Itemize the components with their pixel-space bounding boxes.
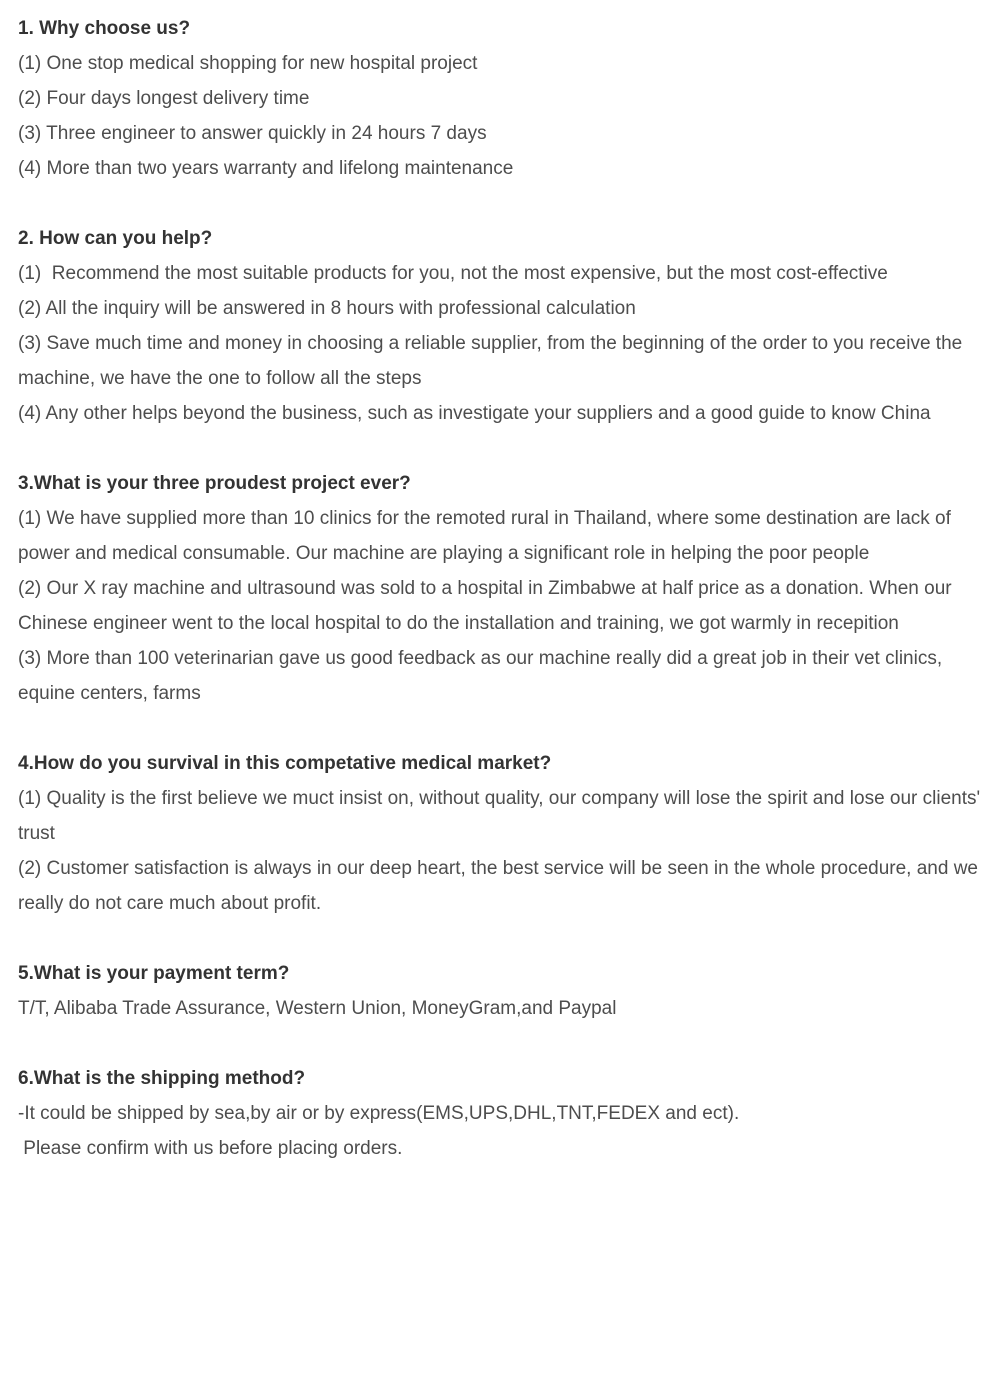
faq-question: 3.What is your three proudest project ever?	[18, 473, 411, 494]
faq-answer: (2) Our X ray machine and ultrasound was sold to a hospital in Zimbabwe at half price as a donation. When our Chinese engineer went to the local hospital to do the installation and training, we got warmly in recepition	[18, 578, 957, 634]
faq-section-survival-in-market	[18, 746, 992, 921]
faq-answer: (2) All the inquiry will be answered in 8 hours with professional calculation	[18, 298, 636, 319]
faq-question: 1. Why choose us?	[18, 18, 191, 39]
faq-answer: (1) One stop medical shopping for new hospital project	[18, 53, 478, 74]
faq-section-proudest-project	[18, 466, 992, 711]
faq-answer: (3) Save much time and money in choosing a reliable supplier, from the beginning of the order to you receive the machine, we have the one to follow all the steps	[18, 333, 968, 389]
faq-answer: (1) Quality is the first believe we muct insist on, without quality, our company will lose the spirit and lose our clients' trust	[18, 788, 986, 844]
faq-answer: (3) More than 100 veterinarian gave us good feedback as our machine really did a great job in their vet clinics, equine centers, farms	[18, 648, 948, 704]
faq-section-why-choose-us	[18, 11, 992, 186]
faq-answer: T/T, Alibaba Trade Assurance, Western Union, MoneyGram,and Paypal	[18, 998, 617, 1019]
faq-section-shipping-method	[18, 1061, 992, 1166]
faq-answer: (3) Three engineer to answer quickly in 24 hours 7 days	[18, 123, 487, 144]
faq-answer: (1) We have supplied more than 10 clinics for the remoted rural in Thailand, where some destination are lack of power and medical consumable. Our machine are playing a significant role in helping the poor people	[18, 508, 957, 564]
faq-answer: (2) Customer satisfaction is always in our deep heart, the best service will be seen in the whole procedure, and we really do not care much about profit.	[18, 858, 984, 914]
faq-question: 4.How do you survival in this competative medical market?	[18, 753, 552, 774]
faq-question: 6.What is the shipping method?	[18, 1068, 306, 1089]
faq-section-payment-term	[18, 956, 992, 1026]
faq-answer: (2) Four days longest delivery time	[18, 88, 310, 109]
faq-question: 2. How can you help?	[18, 228, 213, 249]
faq-answer: -It could be shipped by sea,by air or by express(EMS,UPS,DHL,TNT,FEDEX and ect).	[18, 1103, 740, 1124]
faq-answer: (4) More than two years warranty and lifelong maintenance	[18, 158, 514, 179]
faq-answer: (4) Any other helps beyond the business, such as investigate your suppliers and a good guide to know China	[18, 403, 931, 424]
faq-answer: Please confirm with us before placing orders.	[18, 1138, 403, 1159]
faq-answer: (1) Recommend the most suitable products for you, not the most expensive, but the most cost-effective	[18, 263, 888, 284]
faq-section-how-can-you-help	[18, 221, 992, 431]
faq-question: 5.What is your payment term?	[18, 963, 290, 984]
